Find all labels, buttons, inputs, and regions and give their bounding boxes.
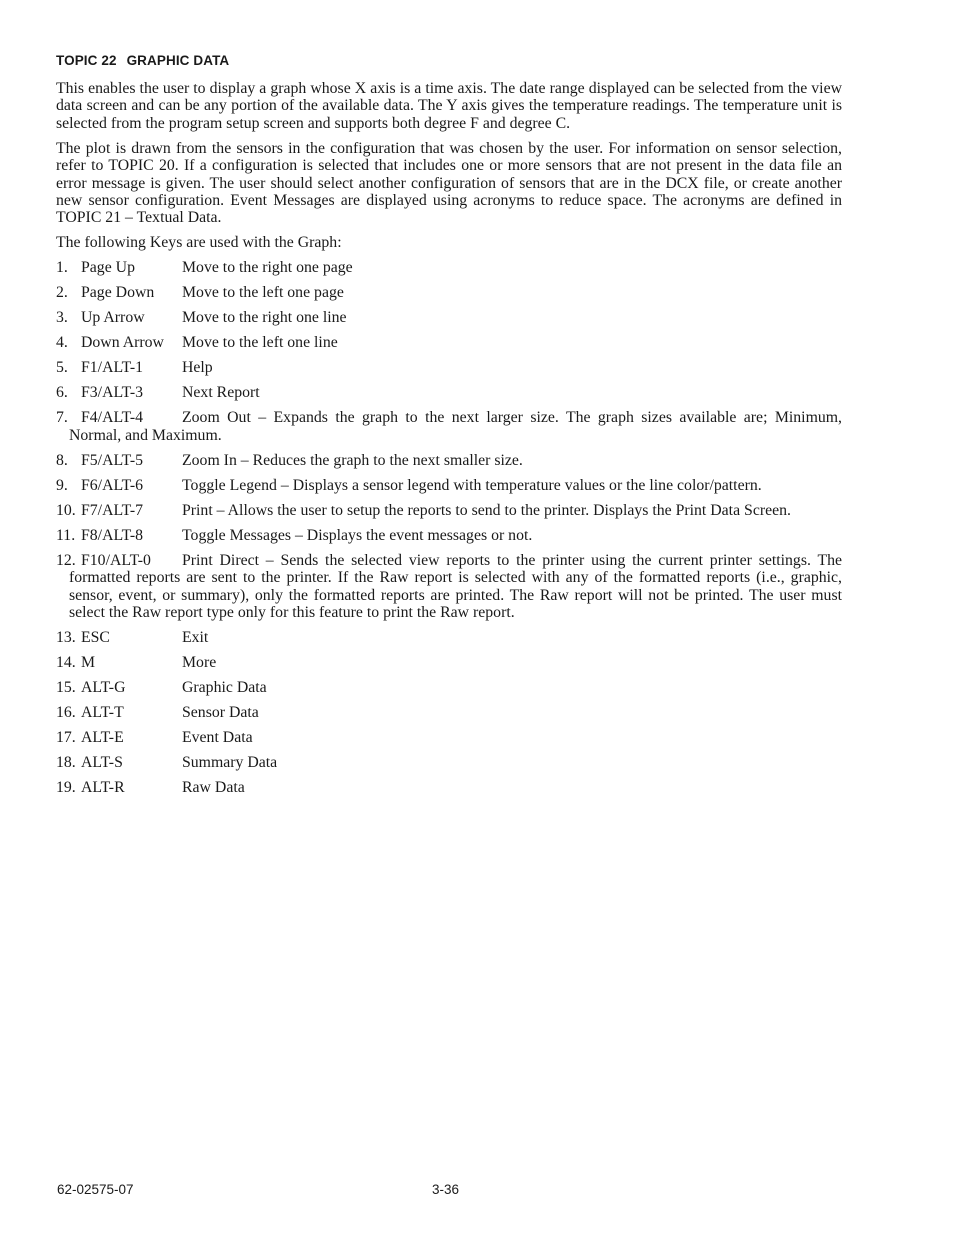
key-name: F7/ALT-7 <box>81 501 144 519</box>
key-number: 15. <box>56 679 76 697</box>
key-description: Move to the left one line <box>182 334 338 352</box>
key-name: F1/ALT-1 <box>81 359 144 377</box>
key-description: Move to the right one line <box>182 309 347 327</box>
key-number: 1. <box>56 259 68 277</box>
key-item <box>56 779 842 796</box>
key-item <box>56 359 842 376</box>
key-name: F5/ALT-5 <box>81 451 144 469</box>
key-description: Print – Allows the user to setup the reports to send to the printer. Displays the Print Data Screen. <box>182 501 791 519</box>
key-name: F4/ALT-4 <box>81 409 144 427</box>
key-number: 10. <box>56 501 76 519</box>
key-item <box>56 629 842 646</box>
key-name: ALT-T <box>81 704 124 722</box>
key-name: Up Arrow <box>81 309 145 327</box>
key-number: 13. <box>56 629 76 647</box>
key-name: F10/ALT-0 <box>81 551 151 569</box>
key-description: Zoom In – Reduces the graph to the next smaller size. <box>182 451 523 469</box>
topic-heading <box>56 53 229 68</box>
key-item <box>56 309 842 326</box>
key-name: ALT-R <box>81 779 125 797</box>
key-number: 19. <box>56 779 76 797</box>
key-item <box>56 679 842 696</box>
key-number: 6. <box>56 384 68 402</box>
key-description: Event Data <box>182 729 253 747</box>
key-name: ALT-E <box>81 729 124 747</box>
key-name: Page Up <box>81 259 135 277</box>
key-list <box>56 259 842 796</box>
document-number: 62-02575-07 <box>57 1182 134 1197</box>
key-item <box>56 259 842 276</box>
page-number: 3-36 <box>432 1182 460 1197</box>
key-number: 14. <box>56 654 76 672</box>
key-name: Down Arrow <box>81 334 164 352</box>
topic-number: TOPIC 22 <box>56 53 117 68</box>
key-name: M <box>81 654 96 672</box>
key-number: 12. <box>56 551 76 569</box>
key-description: Toggle Legend – Displays a sensor legend with temperature values or the line color/pattern. <box>182 476 762 494</box>
key-name: F3/ALT-3 <box>81 384 144 402</box>
key-description: Help <box>182 359 213 377</box>
key-item <box>56 754 842 771</box>
key-description: Graphic Data <box>182 679 267 697</box>
key-name: F6/ALT-6 <box>81 476 144 494</box>
key-description: Move to the right one page <box>182 259 353 277</box>
key-number: 17. <box>56 729 76 747</box>
key-description: Print Direct – Sends the selected view reports to the printer using the current printer settings. The formatted reports are sent to the printer. If the Raw report is selected with any of the formatted reports (i.e., graphic, sensor, event, or summary), only the formatted reports are printed. The Raw report will not be printed. The user must select the Raw report type only for this feature to print the Raw report. <box>69 551 842 622</box>
paragraph-plot: The plot is drawn from the sensors in the configuration that was chosen by the user. For information on sensor selection, refer to TOPIC 20. If a configuration is selected that includes one or more sensors that are not present in the data file an error message is given. The user should select another configuration of sensors that are in the DCX file, or create another new sensor configuration. Event Messages are displayed using acronyms to reduce space. The acronyms are defined in TOPIC 21 – Textual Data. <box>56 139 842 227</box>
key-item <box>56 284 842 301</box>
key-description: Summary Data <box>182 754 278 772</box>
key-name: F8/ALT-8 <box>81 526 144 544</box>
key-number: 4. <box>56 334 68 352</box>
key-name: ESC <box>81 629 110 647</box>
key-number: 3. <box>56 309 68 327</box>
key-name: Page Down <box>81 284 155 302</box>
key-item <box>56 527 842 544</box>
topic-title: GRAPHIC DATA <box>126 53 230 68</box>
key-description: Raw Data <box>182 779 245 797</box>
key-item <box>56 552 842 622</box>
key-description: Toggle Messages – Displays the event messages or not. <box>182 526 533 544</box>
key-number: 16. <box>56 704 76 722</box>
key-item <box>56 729 842 746</box>
key-number: 7. <box>56 409 68 427</box>
key-item <box>56 502 842 519</box>
key-description: Move to the left one page <box>182 284 344 302</box>
key-number: 5. <box>56 359 68 377</box>
key-item <box>56 704 842 721</box>
key-item <box>56 334 842 351</box>
key-item <box>56 384 842 401</box>
key-number: 18. <box>56 754 76 772</box>
key-number: 2. <box>56 284 68 302</box>
key-number: 9. <box>56 476 68 494</box>
key-item <box>56 477 842 494</box>
key-description: More <box>182 654 217 672</box>
key-number: 8. <box>56 451 68 469</box>
paragraph-intro: This enables the user to display a graph whose X axis is a time axis. The date range displayed can be selected from the view data screen and can be any portion of the available data. The Y axis gives the temperature readings. The temperature unit is selected from the program setup screen and supports both degree F and degree C. <box>56 80 842 132</box>
body-text <box>56 80 842 804</box>
key-item <box>56 452 842 469</box>
key-description: Exit <box>182 629 209 647</box>
key-name: ALT-S <box>81 754 123 772</box>
key-description: Next Report <box>182 384 260 402</box>
key-description: Zoom Out – Expands the graph to the next larger size. The graph sizes available are; Minimum, Normal, and Maximum. <box>69 409 842 444</box>
key-item <box>56 654 842 671</box>
paragraph-keys-intro: The following Keys are used with the Graph: <box>56 234 342 252</box>
key-name: ALT-G <box>81 679 126 697</box>
key-number: 11. <box>56 526 76 544</box>
key-item <box>56 409 842 444</box>
key-description: Sensor Data <box>182 704 259 722</box>
